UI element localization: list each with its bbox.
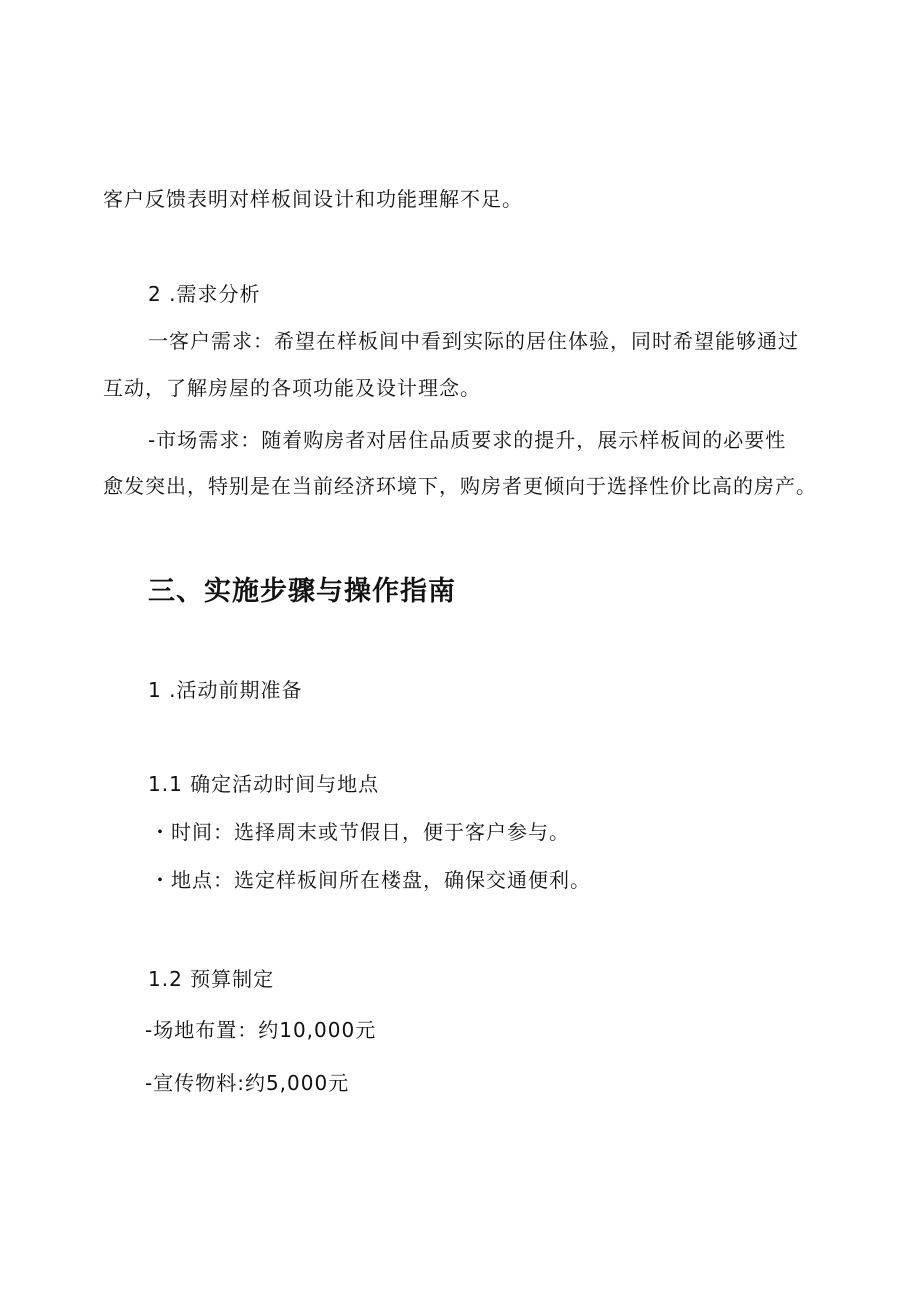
list-item-time: ・时间：选择周末或节假日，便于客户参与。 — [150, 820, 570, 844]
paragraph-customer-need-line2: 互动，了解房屋的各项功能及设计理念。 — [103, 376, 481, 400]
paragraph-market-need-line2: 愈发突出，特别是在当前经济环境下，购房者更倾向于选择性价比高的房产。 — [103, 474, 817, 498]
paragraph-market-need-line1: -市场需求：随着购房者对居住品质要求的提升，展示样板间的必要性 — [148, 428, 787, 452]
list-item-venue-budget: -场地布置：约10,000元 — [145, 1018, 377, 1042]
paragraph-customer-need-line1: 一客户需求：希望在样板间中看到实际的居住体验，同时希望能够通过 — [148, 329, 799, 353]
paragraph-intro-tail: 客户反馈表明对样板间设计和功能理解不足。 — [103, 187, 523, 211]
chapter-title-implementation: 三、实施步骤与操作指南 — [148, 576, 456, 607]
list-item-location: ・地点：选定样板间所在楼盘，确保交通便利。 — [150, 868, 591, 892]
subsection-title-budget: 1.2 预算制定 — [148, 967, 275, 991]
section-title-needs-analysis: 2 .需求分析 — [148, 282, 261, 306]
section-title-preparation: 1 .活动前期准备 — [148, 678, 303, 702]
subsection-title-time-location: 1.1 确定活动时间与地点 — [148, 772, 380, 796]
list-item-promo-budget: -宣传物料:约5,000元 — [145, 1071, 350, 1095]
